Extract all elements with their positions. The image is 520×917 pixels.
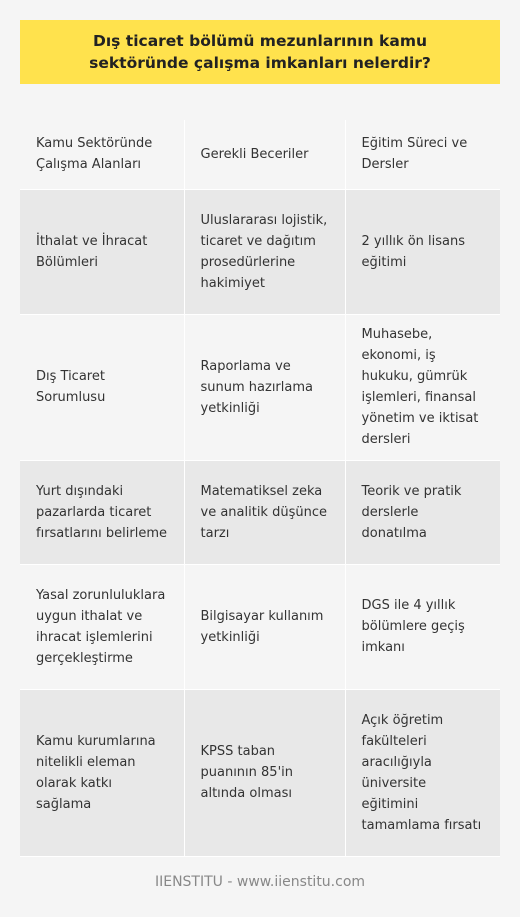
table-cell: Bilgisayar kullanım yetkinliği <box>184 564 345 689</box>
table-cell: Raporlama ve sunum hazırlama yetkinliği <box>184 314 345 460</box>
table-cell: Açık öğretim fakülteleri aracılığıyla üniversite eğitimini tamamlama fırsatı <box>345 689 500 856</box>
table-cell: Yasal zorunluluklara uygun ithalat ve ihracat işlemlerini gerçekleştirme <box>20 564 184 689</box>
table-cell: DGS ile 4 yıllık bölümlere geçiş imkanı <box>345 564 500 689</box>
table-row <box>20 689 500 856</box>
table-row <box>20 460 500 564</box>
table-cell: Teorik ve pratik derslerle donatılma <box>345 460 500 564</box>
table-row <box>20 314 500 460</box>
table-cell: Dış Ticaret Sorumlusu <box>20 314 184 460</box>
header-cell-work-areas: Kamu Sektöründe Çalışma Alanları <box>20 120 184 189</box>
table-cell: KPSS taban puanının 85'in altında olması <box>184 689 345 856</box>
header-cell-required-skills: Gerekli Beceriler <box>184 120 345 189</box>
footer-credit: IIENSTITU - www.iienstitu.com <box>154 874 366 890</box>
comparison-table <box>20 120 500 857</box>
table-cell: 2 yıllık ön lisans eğitimi <box>345 189 500 314</box>
comparison-table-container <box>20 120 500 857</box>
table-row <box>20 564 500 689</box>
table-cell: Muhasebe, ekonomi, iş hukuku, gümrük işlemleri, finansal yönetim ve iktisat dersleri <box>345 314 500 460</box>
table-cell: Yurt dışındaki pazarlarda ticaret fırsatlarını belirleme <box>20 460 184 564</box>
table-cell: Kamu kurumlarına nitelikli eleman olarak katkı sağlama <box>20 689 184 856</box>
table-header-row <box>20 120 500 189</box>
table-cell: Uluslararası lojistik, ticaret ve dağıtım prosedürlerine hakimiyet <box>184 189 345 314</box>
page-title: Dış ticaret bölümü mezunlarının kamu sektöründe çalışma imkanları nelerdir? <box>89 32 431 72</box>
table-cell: Matematiksel zeka ve analitik düşünce tarzı <box>184 460 345 564</box>
header-cell-education: Eğitim Süreci ve Dersler <box>345 120 500 189</box>
table-cell: İthalat ve İhracat Bölümleri <box>20 189 184 314</box>
title-banner <box>20 20 500 84</box>
table-row <box>20 189 500 314</box>
